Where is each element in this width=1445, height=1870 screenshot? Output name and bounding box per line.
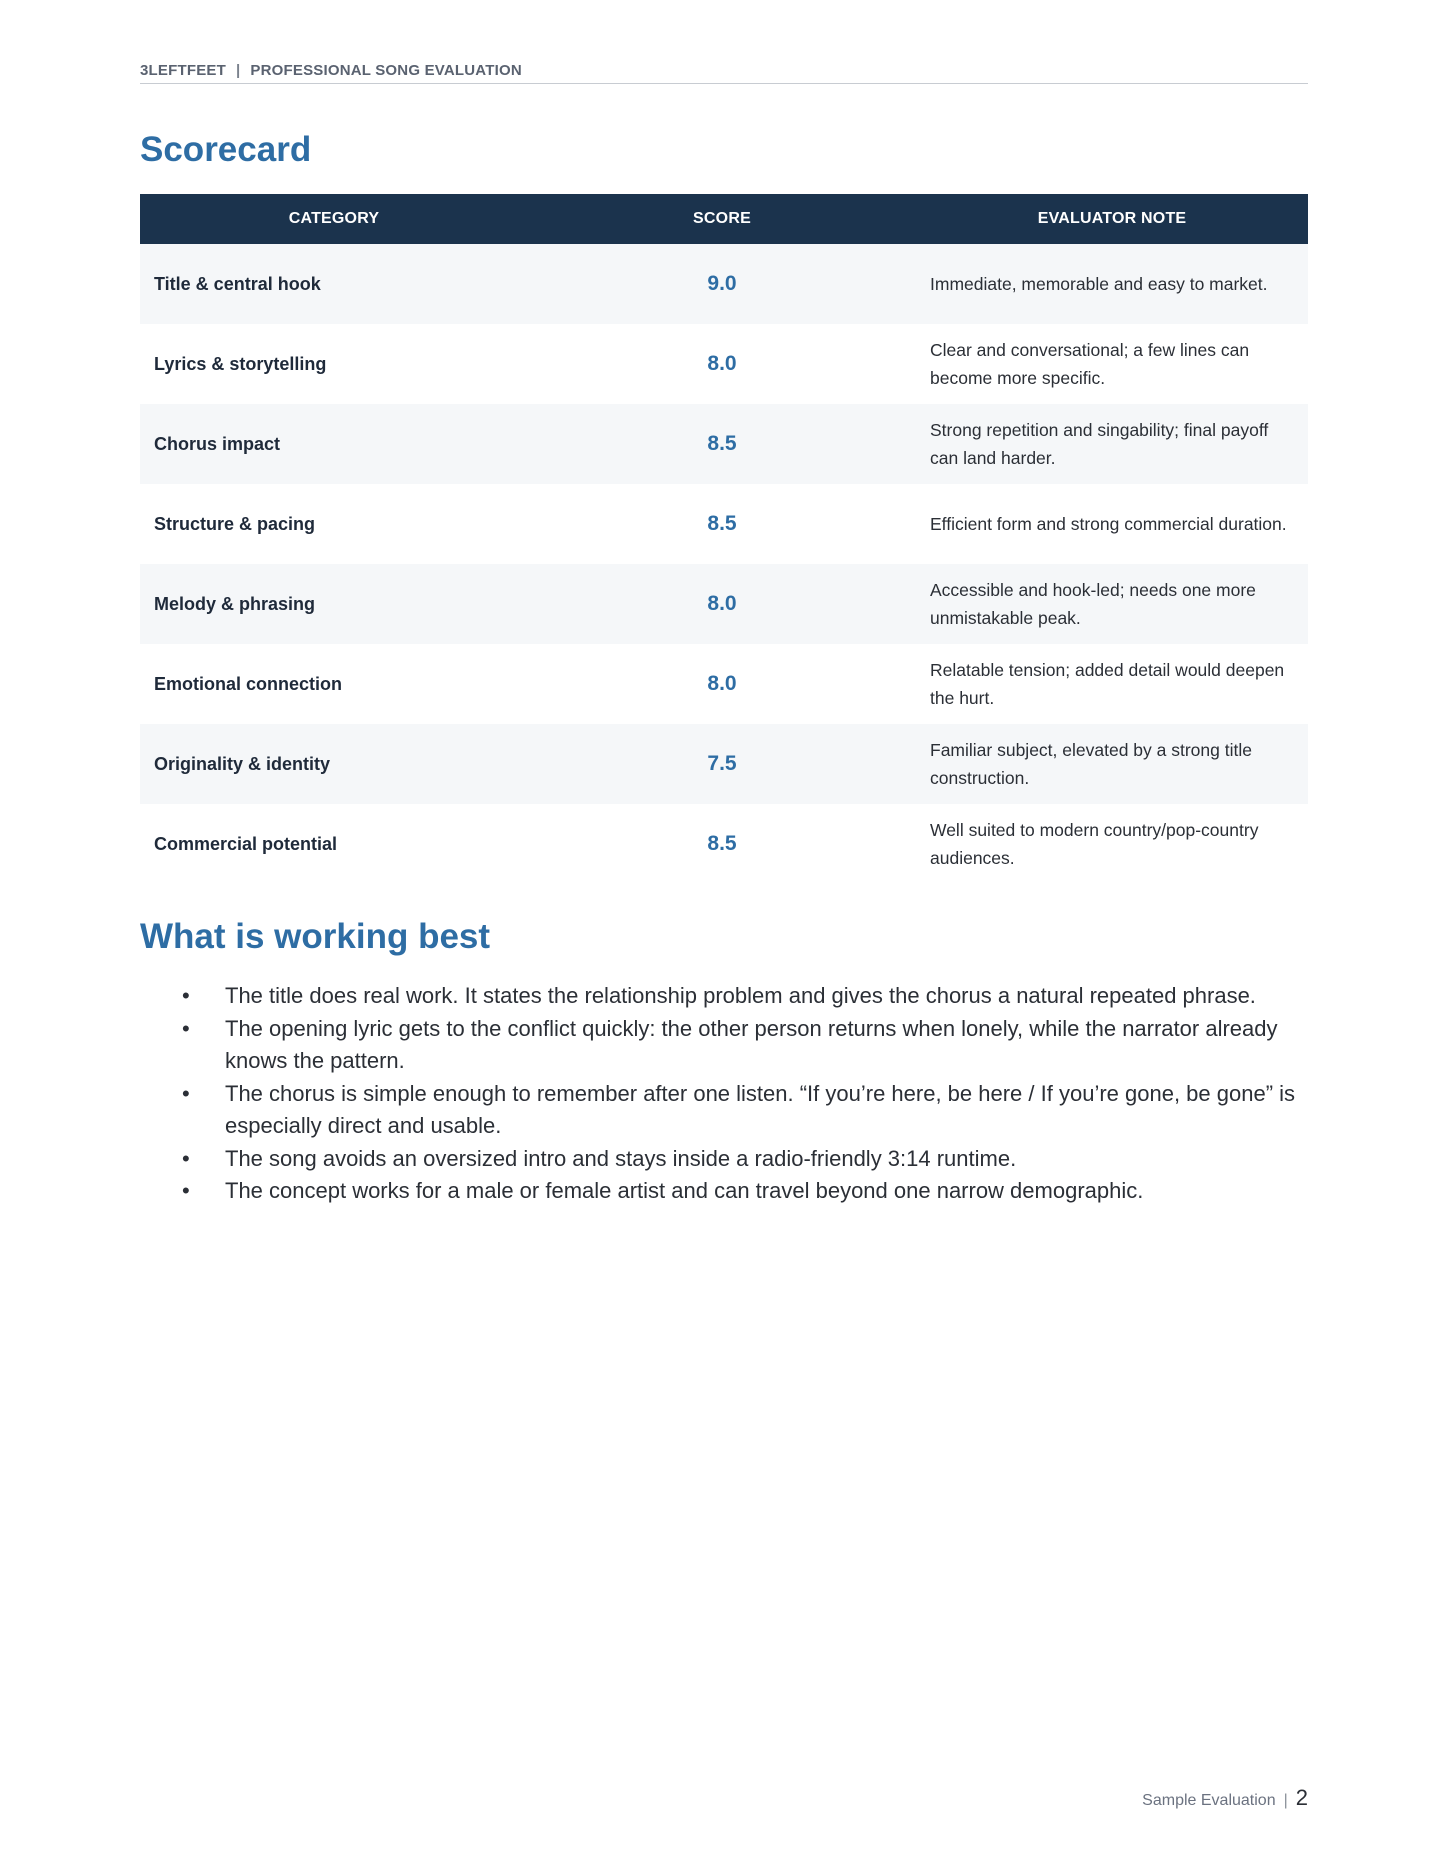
row-score: 8.0 xyxy=(707,592,737,615)
header-subtitle: PROFESSIONAL SONG EVALUATION xyxy=(250,62,522,79)
bullet-icon: • xyxy=(182,1015,190,1041)
row-score: 8.0 xyxy=(707,352,737,375)
row-note: Familiar subject, elevated by a strong title construction. xyxy=(930,740,1252,788)
list-item-text: The opening lyric gets to the conflict quickly: the other person returns when lonely, while the narrator already knows the pattern. xyxy=(225,1015,1278,1073)
list-item xyxy=(140,1175,1308,1208)
scorecard-table xyxy=(140,194,1308,884)
header-separator: | xyxy=(235,62,241,79)
row-note: Strong repetition and singability; final payoff can land harder. xyxy=(930,420,1269,468)
column-header-note: EVALUATOR NOTE xyxy=(916,194,1308,244)
list-item xyxy=(140,1078,1308,1143)
row-score: 7.5 xyxy=(707,752,737,775)
table-header-row xyxy=(140,194,1308,244)
list-item-text: The title does real work. It states the relationship problem and gives the chorus a natural repeated phrase. xyxy=(225,983,1256,1008)
scorecard-heading: Scorecard xyxy=(140,130,312,169)
list-item xyxy=(140,1143,1308,1176)
column-header-score: SCORE xyxy=(528,194,916,244)
list-item-text: The concept works for a male or female artist and can travel beyond one narrow demographic. xyxy=(225,1178,1144,1203)
row-score: 9.0 xyxy=(707,272,737,295)
running-header xyxy=(140,62,1308,84)
row-category: Structure & pacing xyxy=(154,513,316,534)
table-row xyxy=(140,484,1308,564)
table-row xyxy=(140,244,1308,324)
row-category: Chorus impact xyxy=(154,433,281,454)
working-best-list xyxy=(140,980,1308,1208)
row-note: Accessible and hook-led; needs one more unmistakable peak. xyxy=(930,580,1256,628)
list-item-text: The song avoids an oversized intro and stays inside a radio-friendly 3:14 runtime. xyxy=(225,1145,1017,1171)
table-row xyxy=(140,404,1308,484)
list-item xyxy=(140,1013,1308,1078)
brand-name: 3LEFTFEET xyxy=(140,62,226,79)
working-best-heading: What is working best xyxy=(140,917,491,956)
bullet-icon: • xyxy=(182,1178,190,1203)
row-category: Lyrics & storytelling xyxy=(154,353,327,374)
column-header-category: CATEGORY xyxy=(140,194,528,244)
bullet-icon: • xyxy=(182,983,190,1008)
row-score: 8.5 xyxy=(707,832,737,855)
bullet-icon: • xyxy=(182,1080,190,1106)
row-score: 8.5 xyxy=(707,512,737,535)
footer-label: Sample Evaluation xyxy=(1142,1792,1276,1809)
row-score: 8.5 xyxy=(707,432,737,455)
row-note: Well suited to modern country/pop-country audiences. xyxy=(930,820,1259,868)
list-item xyxy=(140,980,1308,1013)
bullet-icon: • xyxy=(182,1145,190,1171)
table-row xyxy=(140,644,1308,724)
list-item-text: The chorus is simple enough to remember after one listen. “If you’re here, be here / If you’re gone, be gone” is especially direct and usable. xyxy=(225,1080,1296,1138)
row-note: Immediate, memorable and easy to market. xyxy=(930,274,1268,294)
row-category: Title & central hook xyxy=(154,273,321,294)
row-category: Melody & phrasing xyxy=(154,593,316,614)
row-note: Clear and conversational; a few lines can become more specific. xyxy=(930,340,1250,388)
table-row xyxy=(140,724,1308,804)
page-footer xyxy=(1142,1785,1308,1811)
row-note: Relatable tension; added detail would deepen the hurt. xyxy=(930,660,1285,708)
footer-separator: | xyxy=(1283,1792,1288,1809)
row-category: Originality & identity xyxy=(154,753,331,774)
row-category: Commercial potential xyxy=(154,833,338,854)
row-score: 8.0 xyxy=(707,672,737,695)
page-number: 2 xyxy=(1295,1785,1308,1810)
document-page xyxy=(140,0,1308,1870)
table-row xyxy=(140,324,1308,404)
table-row xyxy=(140,804,1308,884)
row-note: Efficient form and strong commercial duration. xyxy=(930,514,1287,534)
row-category: Emotional connection xyxy=(154,673,343,694)
table-row xyxy=(140,564,1308,644)
